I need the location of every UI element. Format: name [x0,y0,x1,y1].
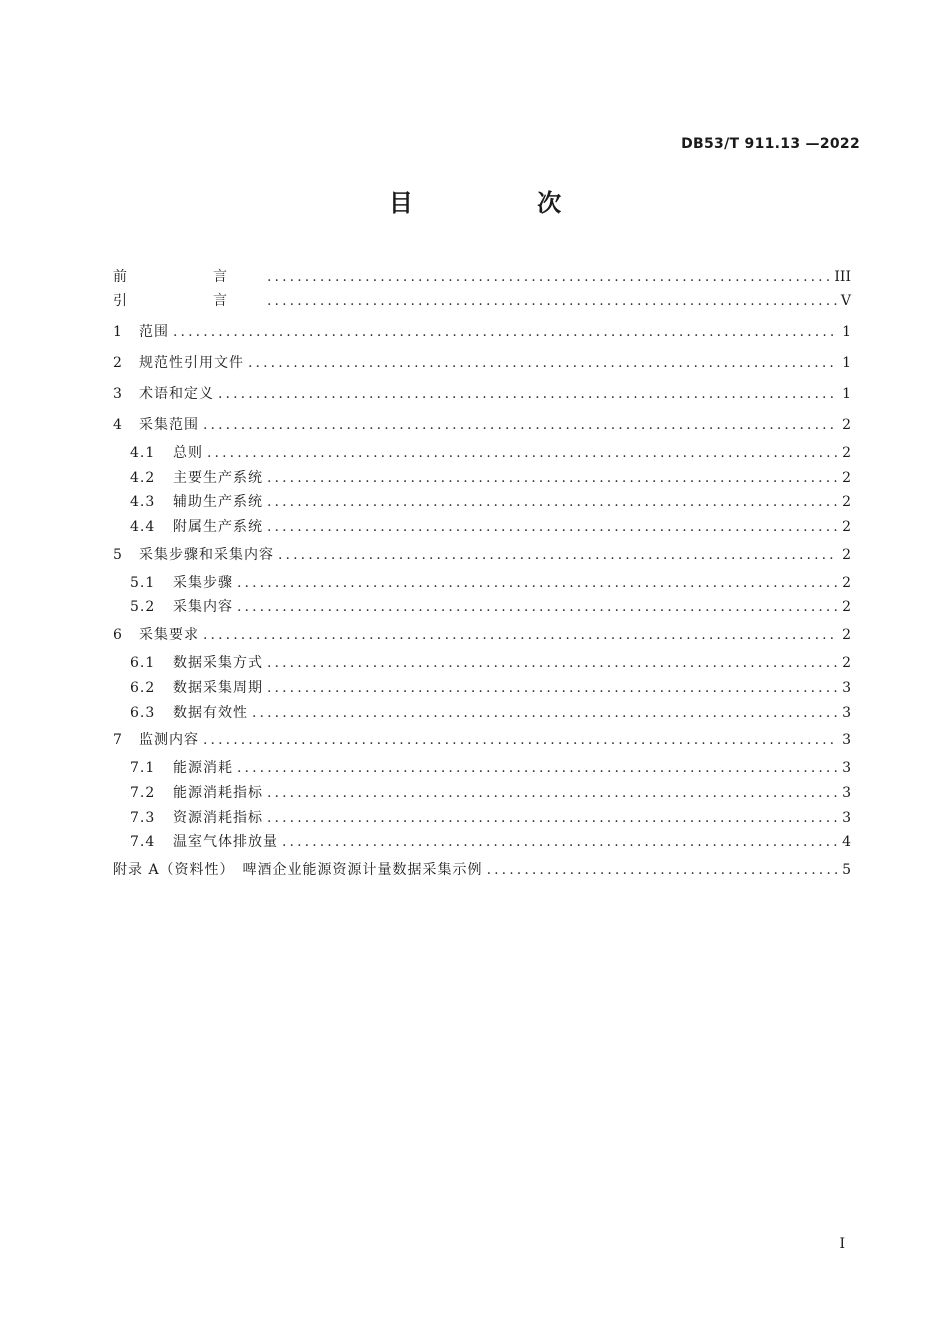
toc-entry[interactable] [113,410,851,441]
toc-entry-label: 资源消耗指标 [173,809,263,826]
toc-entry-label: 温室气体排放量 [173,834,278,851]
toc-leader-dots [267,490,838,515]
toc-leader-dots [173,317,838,348]
toc-entry[interactable] [113,651,851,676]
toc-entry[interactable] [113,317,851,348]
toc-leader-dots [203,620,838,651]
toc-entry[interactable] [113,466,851,491]
toc-entry[interactable] [113,756,851,781]
toc-entry-page: 2 [842,417,851,433]
toc-entry-number: 5 [113,546,122,563]
toc-entry-label: 前 言 [113,269,263,285]
toc-leader-dots [203,410,838,441]
toc-entry-label: 监测内容 [139,732,199,749]
toc-entry-number: 6.3 [130,704,156,721]
toc-entry-label: 数据有效性 [173,704,248,721]
toc-entry-label: 采集要求 [139,627,199,644]
toc-entry-page: 2 [842,469,851,486]
toc-entry-page: 2 [842,599,851,616]
toc-entry-page: V [840,293,851,309]
toc-leader-dots [237,595,838,620]
toc-entry-page: 2 [842,627,851,644]
toc-entry-label: 采集步骤和采集内容 [139,546,274,563]
toc-entry-page: 2 [842,574,851,591]
toc-entry-page: 3 [842,809,851,826]
toc-entry[interactable] [113,781,851,806]
toc-leader-dots [267,651,838,676]
toc-entry-label: 附属生产系统 [173,519,263,536]
toc-leader-dots [237,756,838,781]
toc-entry-page: 2 [842,494,851,511]
toc-entry[interactable] [113,441,851,466]
toc-entry-label: 采集步骤 [173,574,233,591]
toc-leader-dots [267,515,838,540]
toc-entry-page: 4 [842,834,851,851]
toc-entry-label: 附录 A（资料性） 啤酒企业能源资源计量数据采集示例 [113,861,483,878]
toc-entry[interactable] [113,490,851,515]
toc-entry[interactable] [113,725,851,756]
table-of-contents [113,262,851,886]
toc-leader-dots [203,725,838,756]
toc-entry-page: III [834,269,851,285]
page-title: 目 次 [388,189,620,217]
toc-leader-dots [267,286,837,317]
toc-entry[interactable] [113,348,851,379]
toc-entry-page: 3 [842,760,851,777]
toc-entry-number: 7.1 [130,760,156,777]
toc-entry-number: 6.2 [130,679,156,696]
toc-leader-dots [267,676,838,701]
toc-entry-label: 辅助生产系统 [173,494,263,511]
toc-entry-number: 2 [113,355,122,371]
toc-entry-label: 能源消耗指标 [173,784,263,801]
toc-entry-page: 5 [842,861,851,878]
toc-entry-number: 5.2 [130,599,156,616]
toc-entry-number: 3 [113,386,122,402]
toc-entry-label: 总则 [173,445,203,461]
toc-entry-number: 4.4 [130,519,156,536]
toc-entry-number: 5.1 [130,574,156,591]
toc-entry[interactable] [113,855,851,886]
toc-entry[interactable] [113,620,851,651]
toc-leader-dots [218,379,838,410]
toc-entry[interactable] [113,806,851,831]
toc-entry[interactable] [113,262,851,286]
toc-entry-number: 7.4 [130,834,156,851]
toc-entry-label: 采集内容 [173,599,233,616]
toc-entry-number: 4.3 [130,494,156,511]
toc-entry-page: 1 [842,355,851,371]
toc-leader-dots [278,540,838,571]
toc-leader-dots [267,781,838,806]
toc-entry-label: 数据采集方式 [173,655,263,672]
toc-entry-number: 6 [113,627,122,644]
toc-entry-label: 数据采集周期 [173,679,263,696]
toc-entry[interactable] [113,701,851,726]
toc-entry-label: 术语和定义 [139,386,214,402]
toc-entry-page: 2 [842,445,851,461]
toc-entry-label: 采集范围 [139,417,199,433]
toc-leader-dots [487,855,839,886]
toc-leader-dots [252,701,838,726]
toc-entry-page: 3 [842,784,851,801]
toc-leader-dots [267,806,838,831]
toc-entry-page: 3 [842,704,851,721]
toc-entry[interactable] [113,571,851,596]
toc-entry-page: 2 [842,546,851,563]
toc-entry-number: 4.2 [130,469,156,486]
toc-leader-dots [237,571,838,596]
toc-entry-page: 3 [842,679,851,696]
toc-entry[interactable] [113,540,851,571]
toc-entry-page: 2 [842,655,851,672]
toc-entry-page: 2 [842,519,851,536]
toc-leader-dots [207,441,838,466]
toc-entry-label: 能源消耗 [173,760,233,777]
toc-entry[interactable] [113,676,851,701]
toc-entry-number: 7.2 [130,784,156,801]
toc-entry-label: 范围 [139,324,169,340]
footer-page-number: I [839,1236,845,1252]
toc-entry-label: 主要生产系统 [173,469,263,486]
toc-entry[interactable] [113,379,851,410]
toc-entry-number: 4 [113,417,122,433]
toc-entry-number: 6.1 [130,655,156,672]
toc-entry[interactable] [113,515,851,540]
toc-leader-dots [248,348,838,379]
toc-entry-number: 4.1 [130,445,156,461]
document-code: DB53/T 911.13 —2022 [681,136,860,152]
toc-entry-page: 1 [842,386,851,402]
toc-entry-label: 规范性引用文件 [139,355,244,371]
toc-leader-dots [282,830,838,855]
toc-entry-page: 3 [842,732,851,749]
toc-entry-number: 7.3 [130,809,156,826]
toc-entry[interactable] [113,830,851,855]
toc-leader-dots [267,466,838,491]
toc-entry[interactable] [113,286,851,317]
toc-entry-label: 引 言 [113,293,263,309]
toc-entry-page: 1 [842,324,851,340]
toc-entry[interactable] [113,595,851,620]
toc-entry-number: 1 [113,324,122,340]
toc-entry-number: 7 [113,732,122,749]
